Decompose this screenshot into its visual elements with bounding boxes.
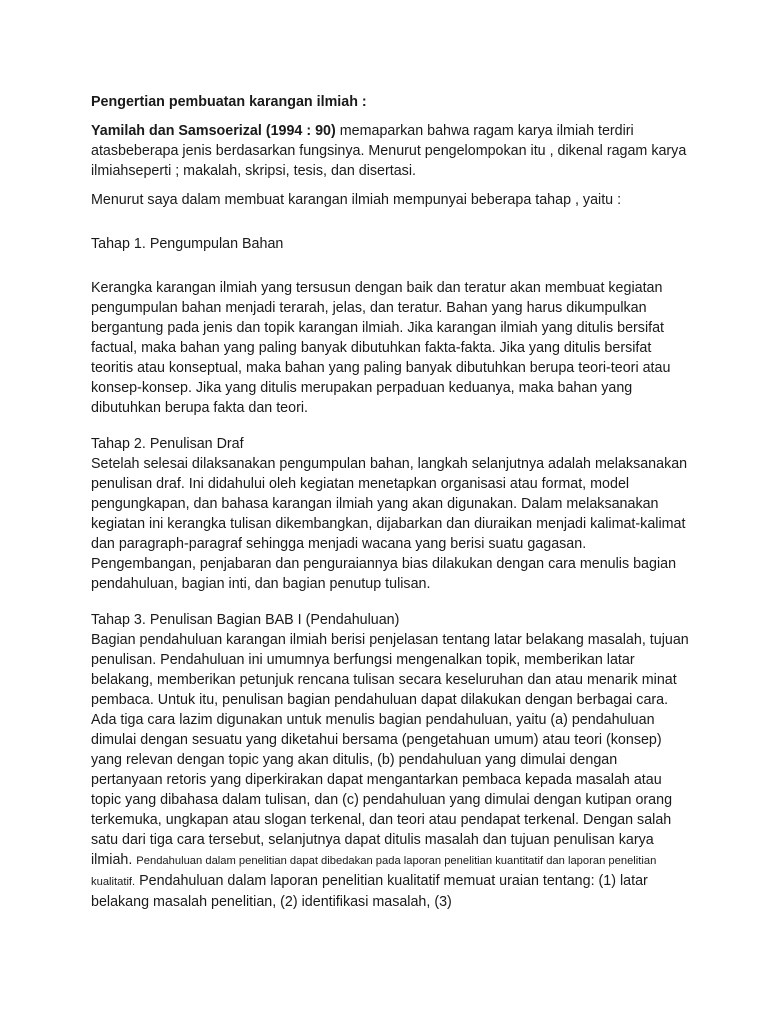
- intro-text: memaparkan bahwa ragam karya ilmiah terdiri atasbeberapa jenis berdasarkan fungsinya. Menurut pengelompokan itu , dikenal ragam karya ilmiahseperti ; makalah, skripsi, tesis, dan disertasi.: [91, 123, 687, 179]
- spacer: [91, 418, 691, 434]
- document-title: Pengertian pembuatan karangan ilmiah :: [91, 94, 367, 110]
- spacer: [91, 210, 691, 234]
- intro-paragraph: [91, 121, 691, 181]
- stage1-body: Kerangka karangan ilmiah yang tersusun dengan baik dan teratur akan membuat kegiatan pengumpulan bahan menjadi terarah, jelas, dan teratur. Bahan yang harus dikumpulkan bergantung pada jenis dan topik karangan ilmiah. Jika karangan ilmiah yang ditulis bersifat factual, maka bahan yang paling banyak dibutuhkan fakta-fakta. Jika yang ditulis bersifat teoritis atau konseptual, maka bahan yang paling banyak dibutuhkan berupa teori-teori atau konsep-konsep. Jika yang ditulis merupakan perpaduan keduanya, maka bahan yang dibutuhkan berupa fakta dan teori.: [91, 280, 671, 416]
- stage1-title: Tahap 1. Pengumpulan Bahan: [91, 236, 284, 252]
- spacer: [91, 112, 691, 121]
- stage3-title: Tahap 3. Penulisan Bagian BAB I (Pendahuluan): [91, 612, 400, 628]
- stage2-body: Setelah selesai dilaksanakan pengumpulan bahan, langkah selanjutnya adalah melaksanakan penulisan draf. Ini didahului oleh kegiatan menetapkan organisasi atau format, model pengungkapan, dan bahasa karangan ilmiah yang akan digunakan. Dalam melaksanakan kegiatan ini kerangka tulisan dikembangkan, dijabarkan dan diuraikan menjadi kalimat-kalimat dan paragraph-paragraf sehingga menjadi wacana yang berisi suatu gagasan. Pengembangan, penjabaran dan penguraiannya bias dilakukan dengan cara menulis bagian pendahuluan, bagian inti, dan bagian penutup tulisan.: [91, 456, 688, 592]
- spacer: [91, 594, 691, 610]
- stage2-title: Tahap 2. Penulisan Draf: [91, 436, 244, 452]
- document-page: [91, 92, 691, 912]
- spacer: [91, 181, 691, 190]
- opinion-paragraph: Menurut saya dalam membuat karangan ilmiah mempunyai beberapa tahap , yaitu :: [91, 192, 622, 208]
- author-citation: Yamilah dan Samsoerizal (1994 : 90): [91, 123, 336, 139]
- spacer: [91, 254, 691, 278]
- stage3-body: [91, 630, 691, 912]
- stage3-body-tail: Pendahuluan dalam laporan penelitian kualitatif memuat uraian tentang: (1) latar belakang masalah penelitian, (2) identifikasi masalah, (3): [91, 873, 648, 910]
- stage3-body-small: Pendahuluan dalam penelitian dapat dibedakan pada laporan penelitian kuantitatif dan laporan penelitian kualitatif.: [91, 855, 657, 888]
- stage3-body-main: Bagian pendahuluan karangan ilmiah berisi penjelasan tentang latar belakang masalah, tujuan penulisan. Pendahuluan ini umumnya berfungsi mengenalkan topik, memberikan latar belakang, memberikan petunjuk rencana tulisan secara keseluruhan dan atau menarik minat pembaca. Untuk itu, penulisan bagian pendahuluan dapat dilakukan dengan berbagai cara. Ada tiga cara lazim digunakan untuk menulis bagian pendahuluan, yaitu (a) pendahuluan dimulai dengan sesuatu yang diketahui bersama (pengetahuan umum) atau teori (konsep) yang relevan dengan topic yang akan ditulis, (b) pendahuluan yang dimulai dengan pertanyaan retoris yang diperkirakan dapat mengantarkan pembaca kepada masalah atau topic yang dibahasa dalam tulisan, dan (c) pendahuluan yang dimulai dengan kutipan orang terkemuka, ungkapan atau slogan terkenal, dan teori atau pendapat terkenal. Dengan salah satu dari tiga cara tersebut, selanjutnya dapat ditulis masalah dan tujuan penulisan karya ilmiah.: [91, 632, 689, 868]
